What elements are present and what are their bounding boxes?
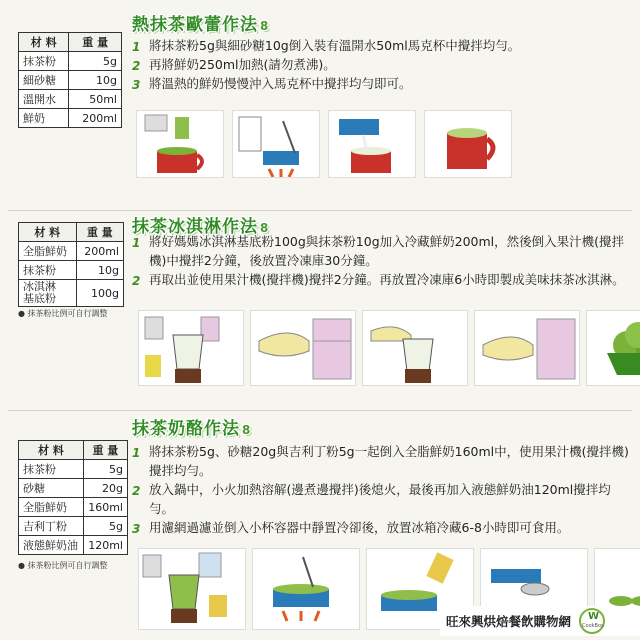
step-number: 3 [132, 522, 141, 536]
illustration-strip [138, 310, 640, 386]
ingredient-table: 材 料 重 量 抹茶粉 5g 砂糖 20g 全脂鮮奶 160ml 吉利丁粉 5g 液態鮮奶油 120ml [18, 440, 128, 555]
ratio-note: ● 抹茶粉比例可自行調整 [18, 309, 108, 318]
store-name: 旺來興烘焙餐飲購物網 [446, 614, 572, 629]
illustration-blender-mix [138, 548, 246, 630]
step-item: 2 再將鮮奶250ml加熱(請勿煮沸)。 [132, 57, 336, 73]
step-number: 1 [132, 40, 141, 54]
step-number: 2 [132, 484, 141, 498]
store-logo-icon: W CookBox [579, 608, 605, 634]
recipe-title: 抹茶冰淇淋作法 8 [132, 217, 270, 237]
illustration-pour-matcha [136, 110, 224, 178]
step-item: 3 用濾網過濾並倒入小杯容器中靜置冷卻後，放置冰箱冷藏6-8小時即可食用。 [132, 520, 570, 536]
recipe-matcha-ice-cream [0, 210, 640, 410]
illustration-blend-again [362, 310, 468, 386]
illustration-heat-milk [232, 110, 320, 178]
recipe-title: 熱抹茶歐蕾作法 8 [132, 15, 270, 35]
illustration-strip [136, 110, 512, 178]
step-item: 3 將溫熱的鮮奶慢慢沖入馬克杯中攪拌均勻即可。 [132, 76, 412, 92]
step-item: 2 放入鍋中，小火加熱溶解(邊煮邊攪拌)後熄火，最後再加入液態鮮奶油120ml攪拌均勻。 [132, 482, 611, 516]
illustration-heat-pot [252, 548, 360, 630]
step-item: 1 將抹茶粉5g與細砂糖10g倒入裝有溫開水50ml馬克杯中攪拌均勻。 [132, 38, 521, 54]
ratio-note: ● 抹茶粉比例可自行調整 [18, 561, 108, 570]
ingredient-table: 材 料 重 量 抹茶粉 5g 細砂糖 10g 溫開水 50ml 鮮奶 200ml [18, 32, 122, 128]
illustration-freeze-6hr [474, 310, 580, 386]
illustration-freeze-30min [250, 310, 356, 386]
ingredient-table: 材 料 重 量 全脂鮮奶 200ml 抹茶粉 10g 冰淇淋 基底粉 100g [18, 222, 124, 307]
step-number: 2 [132, 59, 141, 73]
step-item: 2 再取出並使用果汁機(攪拌機)攪拌2分鐘。再放置冷凍庫6小時即製成美味抹茶冰淇淋。 [132, 272, 625, 288]
illustration-finished-latte [424, 110, 512, 178]
step-item: 1 將抹茶粉5g、砂糖20g與吉利丁粉5g一起倒入全脂鮮奶160ml中，使用果汁機(攪拌機)攪拌均勻。 [132, 444, 629, 478]
step-number: 3 [132, 78, 141, 92]
illustration-ice-cream-served [586, 310, 640, 386]
illustration-blender-add [138, 310, 244, 386]
step-number: 2 [132, 274, 141, 288]
recipe-hot-matcha-latte [0, 0, 640, 210]
recipe-title: 抹茶奶酪作法 8 [132, 419, 252, 439]
step-list [132, 232, 632, 289]
step-number: 1 [132, 236, 141, 250]
step-list [132, 36, 632, 93]
store-watermark [440, 606, 640, 636]
step-list [132, 442, 632, 537]
step-item: 1 將好媽媽冰淇淋基底粉100g與抹茶粉10g加入冷藏鮮奶200ml，然後倒入果汁機(攪拌機)中攪拌2分鐘，後放置冷凍庫30分鐘。 [132, 234, 625, 268]
illustration-pour-milk [328, 110, 416, 178]
step-number: 1 [132, 446, 141, 460]
